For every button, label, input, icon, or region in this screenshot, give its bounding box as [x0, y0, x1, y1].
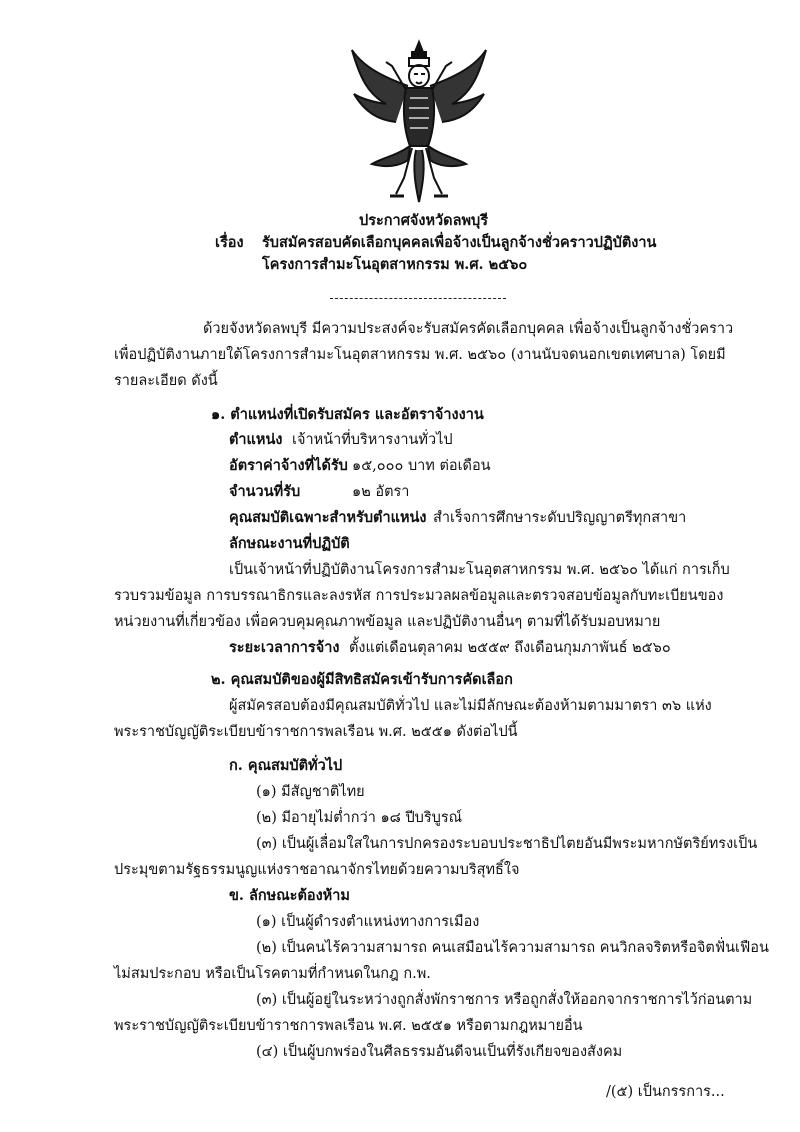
header-divider	[330, 298, 506, 299]
section-2-intro-line-1: ผู้สมัครสอบต้องมีคุณสมบัติทั่วไป และไม่มีลักษณะต้องห้ามตามมาตรา ๓๖ แห่ง	[229, 698, 712, 714]
duty-line-3: หน่วยงานที่เกี่ยวข้อง เพื่อควบคุมคุณภาพข้อมูล และปฏิบัติงานอื่นๆ ตามที่ได้รับมอบหมาย	[114, 614, 661, 630]
prohibited-item-2-line-1: (๒) เป็นคนไร้ความสามารถ คนเสมือนไร้ความสามารถ คนวิกลจริตหรือจิตฟั่นเฟือน	[256, 940, 769, 956]
general-item-2: (๒) มีอายุไม่ต่ำกว่า ๑๘ ปีบริบูรณ์	[256, 810, 463, 826]
intro-line-3: รายละเอียด ดังนี้	[114, 373, 218, 389]
rate-label: อัตราค่าจ้างที่ได้รับ	[229, 457, 348, 474]
rate-value: ๑๕,๐๐๐ บาท ต่อเดือน	[352, 458, 491, 474]
garuda-emblem-icon	[346, 38, 492, 206]
count-value: ๑๒ อัตรา	[352, 484, 410, 500]
intro-line-1: ด้วยจังหวัดลพบุรี มีความประสงค์จะรับสมัครคัดเลือกบุคคล เพื่อจ้างเป็นลูกจ้างชั่วคราว	[203, 321, 734, 337]
prohibited-item-3-line-1: (๓) เป็นผู้อยู่ในระหว่างถูกสั่งพักราชการ หรือถูกสั่งให้ออกจากราชการไว้ก่อนตาม	[256, 992, 753, 1008]
subject-line-2: โครงการสำมะโนอุตสาหกรรม พ.ศ. ๒๕๖๐	[262, 256, 528, 273]
qualification-label: คุณสมบัติเฉพาะสำหรับตำแหน่ง	[229, 509, 427, 526]
general-item-3-line-1: (๓) เป็นผู้เลื่อมใสในการปกครองระบอบประชาธิปไตยอันมีพระมหากษัตริย์ทรงเป็น	[256, 836, 758, 852]
period-value: ตั้งแต่เดือนตุลาคม ๒๕๕๙ ถึงเดือนกุมภาพันธ์ ๒๕๖๐	[349, 640, 671, 656]
continuation-marker: /(๕) เป็นกรรการ...	[606, 1084, 725, 1100]
general-item-3-line-2: ประมุขตามรัฐธรรมนูญแห่งราชอาณาจักรไทยด้วยความบริสุทธิ์ใจ	[114, 862, 520, 878]
section-1-heading: ๑. ตำแหน่งที่เปิดรับสมัคร และอัตราจ้างงาน	[211, 406, 484, 423]
intro-line-2: เพื่อปฏิบัติงานภายใต้โครงการสำมะโนอุตสาหกรรม พ.ศ. ๒๕๖๐ (งานนับจดนอกเขตเทศบาล) โดยมี	[114, 347, 726, 363]
general-qualifications-heading: ก. คุณสมบัติทั่วไป	[229, 757, 343, 774]
subject-label: เรื่อง	[215, 234, 244, 251]
section-2-intro-line-2: พระราชบัญญัติระเบียบข้าราชการพลเรือน พ.ศ. ๒๕๕๑ ดังต่อไปนี้	[114, 724, 518, 740]
duty-line-1: เป็นเจ้าหน้าที่ปฏิบัติงานโครงการสำมะโนอุตสาหกรรม พ.ศ. ๒๕๖๐ ได้แก่ การเก็บ	[229, 562, 730, 578]
prohibited-heading: ข. ลักษณะต้องห้าม	[229, 887, 350, 904]
duty-label: ลักษณะงานที่ปฏิบัติ	[229, 535, 350, 552]
count-label: จำนวนที่รับ	[229, 483, 301, 500]
period-label: ระยะเวลาการจ้าง	[229, 639, 340, 656]
section-2-heading: ๒. คุณสมบัติของผู้มีสิทธิสมัครเข้ารับการคัดเลือก	[211, 671, 513, 688]
prohibited-item-4: (๔) เป็นผู้บกพร่องในศีลธรรมอันดีจนเป็นที่รังเกียจของสังคม	[256, 1044, 623, 1060]
prohibited-item-1: (๑) เป็นผู้ดำรงตำแหน่งทางการเมือง	[256, 914, 480, 930]
position-value: เจ้าหน้าที่บริหารงานทั่วไป	[292, 432, 453, 448]
duty-line-2: รวบรวมข้อมูล การบรรณาธิกรและลงรหัส การประมวลผลข้อมูลและตรวจสอบข้อมูลกับทะเบียนของ	[114, 588, 724, 604]
prohibited-item-2-line-2: ไม่สมประกอบ หรือเป็นโรคตามที่กำหนดในกฎ ก.พ.	[114, 966, 431, 982]
qualification-value: สำเร็จการศึกษาระดับปริญญาตรีทุกสาขา	[433, 510, 687, 526]
prohibited-item-3-line-2: พระราชบัญญัติระเบียบข้าราชการพลเรือน พ.ศ. ๒๕๕๑ หรือตามกฎหมายอื่น	[114, 1018, 583, 1034]
announcement-title: ประกาศจังหวัดลพบุรี	[359, 212, 489, 229]
general-item-1: (๑) มีสัญชาติไทย	[256, 784, 365, 800]
subject-line-1: รับสมัครสอบคัดเลือกบุคคลเพื่อจ้างเป็นลูกจ้างชั่วคราวปฏิบัติงาน	[262, 234, 657, 251]
position-label: ตำแหน่ง	[229, 431, 283, 448]
